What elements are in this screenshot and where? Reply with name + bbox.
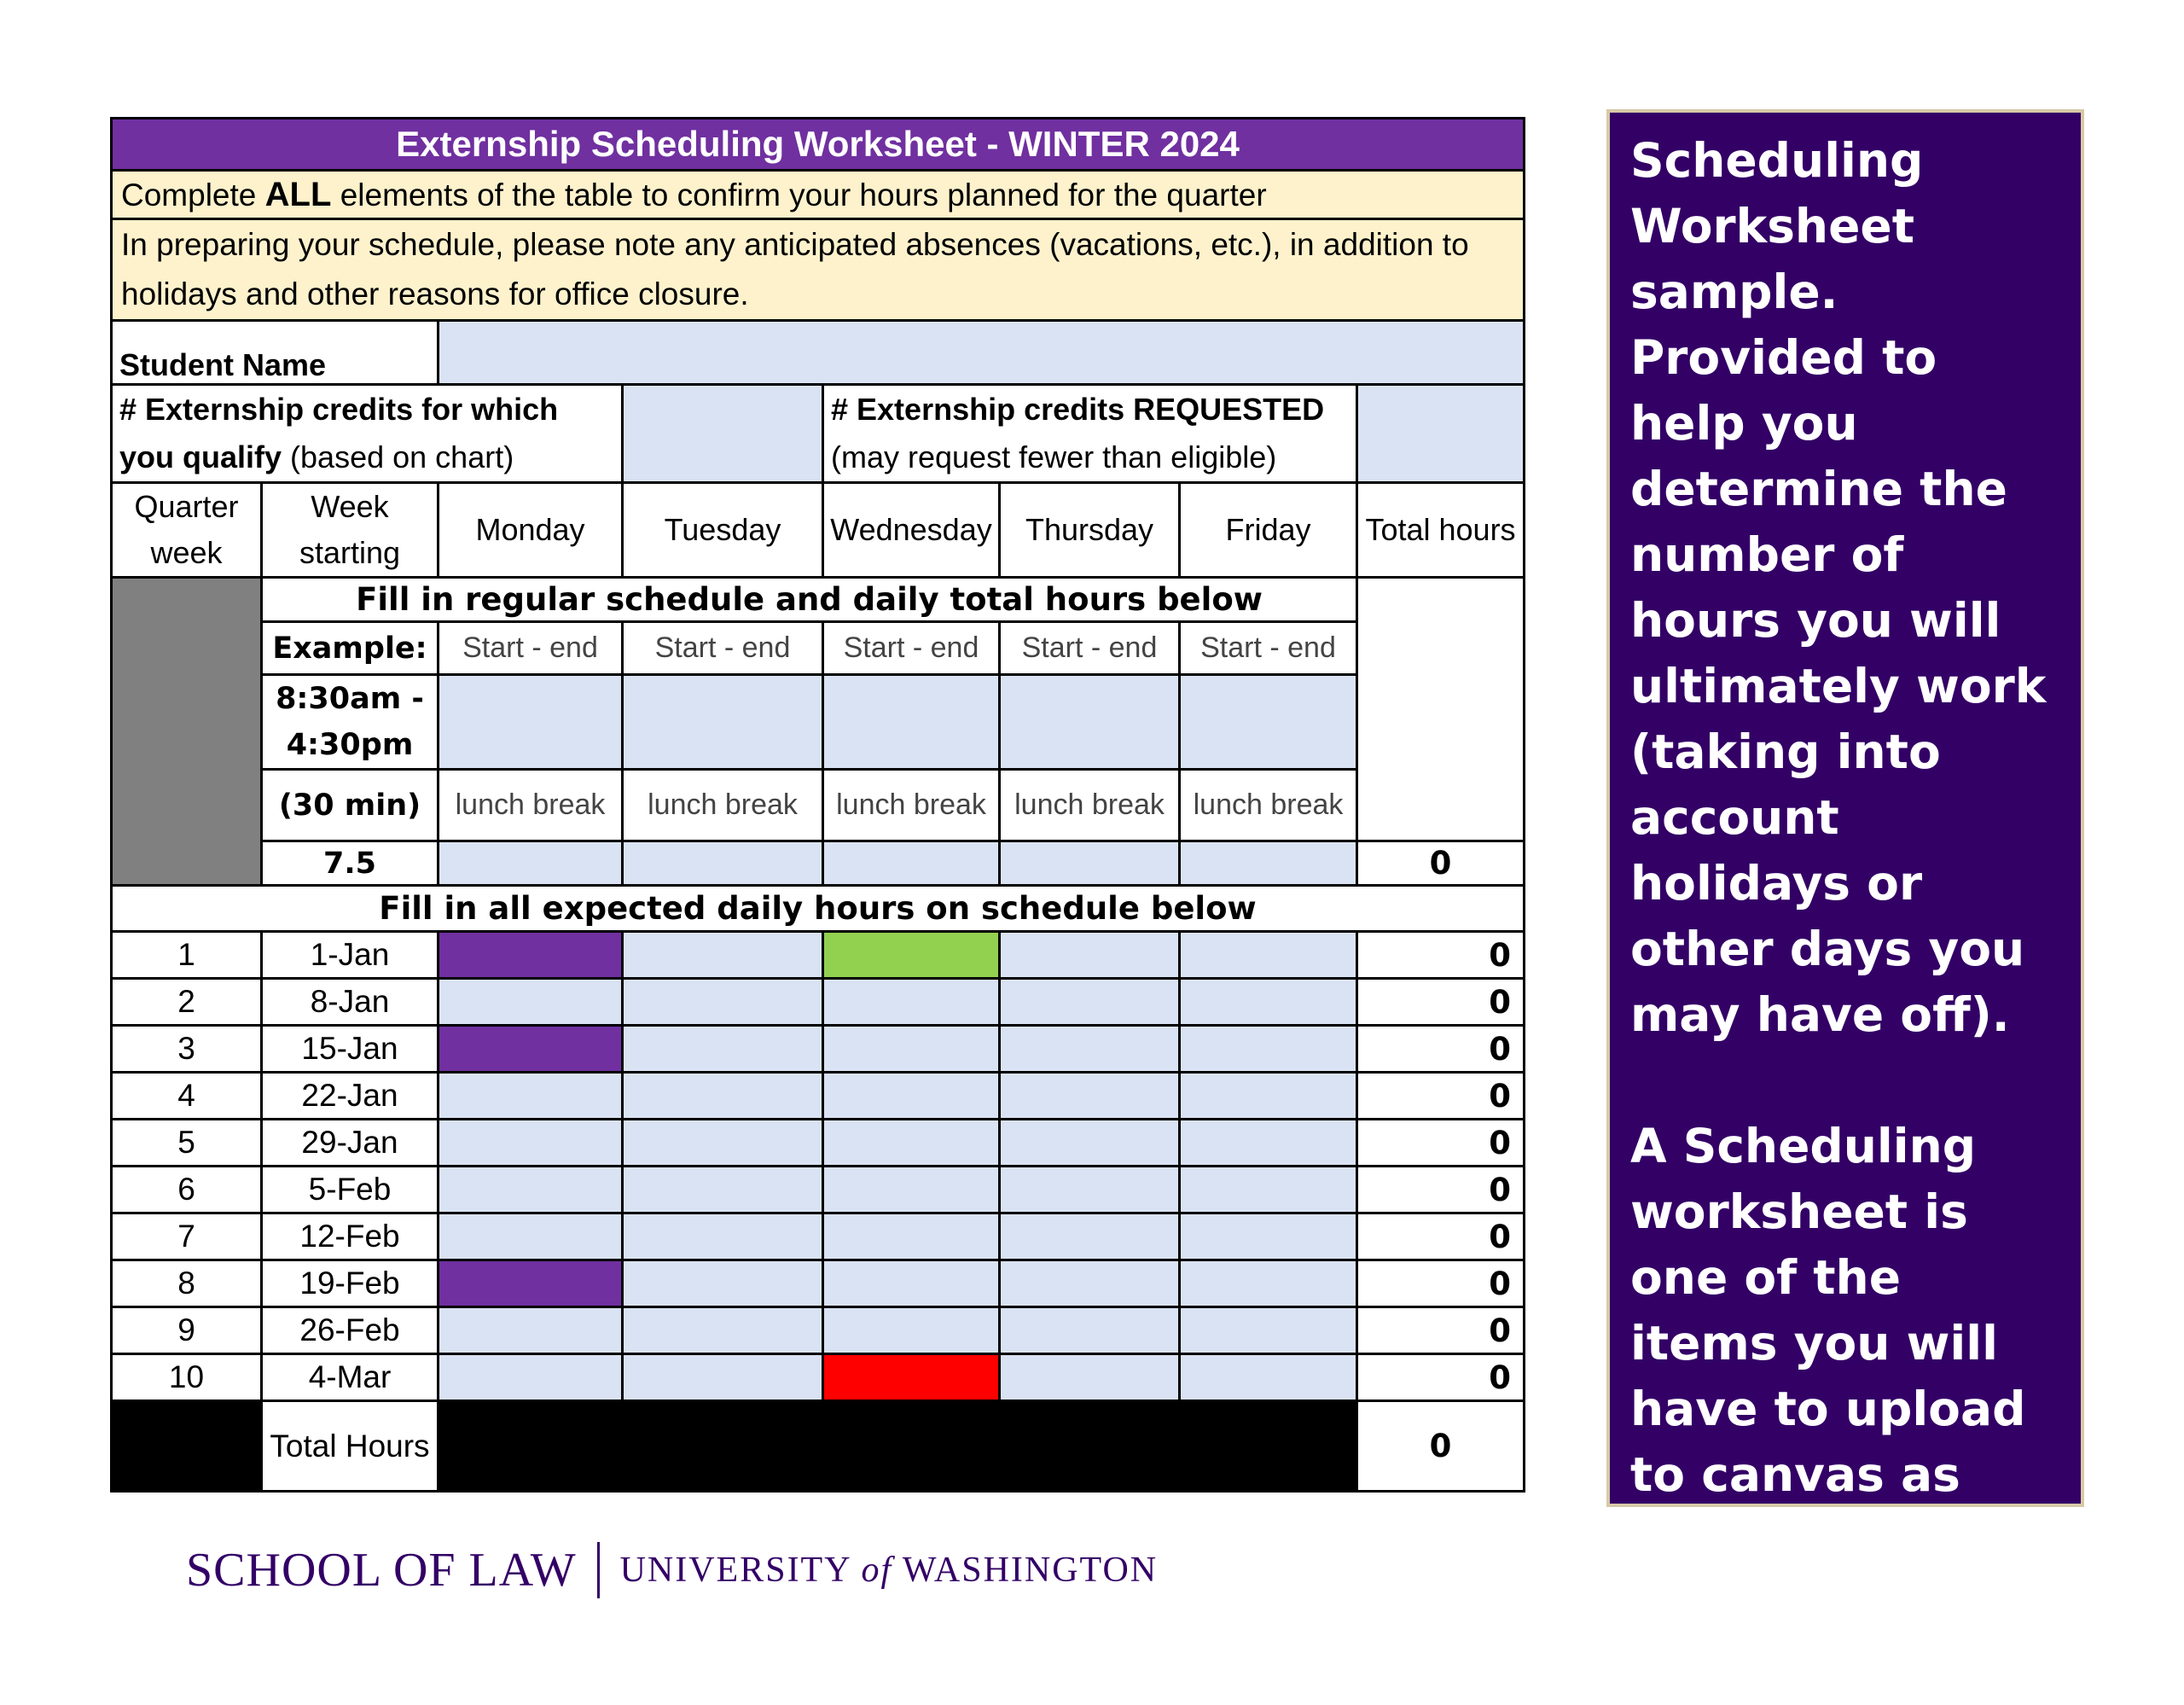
thursday-hours-cell[interactable] (1000, 1307, 1180, 1354)
example-tuesday-start-end: Start - end (623, 622, 823, 675)
monday-hours-cell[interactable] (439, 1354, 623, 1401)
monday-hours-cell[interactable] (439, 979, 623, 1026)
week-start-cell: 15-Jan (262, 1026, 439, 1073)
credits-qualify-note: (based on chart) (290, 439, 514, 474)
wednesday-hours-cell[interactable] (823, 1354, 1000, 1401)
week-total-cell: 0 (1357, 1354, 1525, 1401)
friday-hours-cell[interactable] (1180, 1260, 1357, 1307)
week-row (112, 1167, 1525, 1213)
worksheet-title: Externship Scheduling Worksheet - WINTER 2024 (112, 119, 1525, 171)
wednesday-hours-cell[interactable] (823, 1120, 1000, 1167)
regular-total: 0 (1357, 841, 1525, 886)
regular-friday-time[interactable] (1180, 675, 1357, 770)
lunch-break-friday: lunch break (1180, 770, 1357, 841)
col-week-starting: Week starting (262, 483, 439, 578)
friday-hours-cell[interactable] (1180, 1213, 1357, 1260)
quarter-week-cell: 1 (112, 932, 262, 979)
col-monday: Monday (439, 483, 623, 578)
week-row (112, 1260, 1525, 1307)
student-name-label: Student Name (112, 321, 439, 385)
quarter-week-cell: 10 (112, 1354, 262, 1401)
monday-hours-cell[interactable] (439, 1307, 623, 1354)
week-start-cell: 5-Feb (262, 1167, 439, 1213)
tuesday-hours-cell[interactable] (623, 1354, 823, 1401)
thursday-hours-cell[interactable] (1000, 1167, 1180, 1213)
week-start-cell: 29-Jan (262, 1120, 439, 1167)
col-tuesday: Tuesday (623, 483, 823, 578)
week-start-cell: 26-Feb (262, 1307, 439, 1354)
col-quarter-week: Quarter week (112, 483, 262, 578)
week-total-cell: 0 (1357, 1307, 1525, 1354)
instruction-post: elements of the table to confirm your hours planned for the quarter (340, 177, 1267, 212)
wednesday-hours-cell[interactable] (823, 1167, 1000, 1213)
regular-thursday-hours[interactable] (1000, 841, 1180, 886)
credits-qualify-input[interactable] (623, 385, 823, 483)
example-friday-start-end: Start - end (1180, 622, 1357, 675)
credits-requested-label (823, 385, 1357, 483)
week-start-cell: 4-Mar (262, 1354, 439, 1401)
friday-hours-cell[interactable] (1180, 1167, 1357, 1213)
grey-filler (112, 578, 262, 886)
quarter-week-cell: 2 (112, 979, 262, 1026)
example-thursday-start-end: Start - end (1000, 622, 1180, 675)
wednesday-hours-cell[interactable] (823, 1026, 1000, 1073)
monday-hours-cell[interactable] (439, 1213, 623, 1260)
friday-hours-cell[interactable] (1180, 1120, 1357, 1167)
instruction-pre: Complete (121, 177, 257, 212)
regular-monday-hours[interactable] (439, 841, 623, 886)
week-row (112, 1120, 1525, 1167)
week-total-cell: 0 (1357, 1213, 1525, 1260)
instruction-line-1 (112, 171, 1525, 219)
thursday-hours-cell[interactable] (1000, 1354, 1180, 1401)
sidebar-paragraph-1: Scheduling Worksheet sample. Provided to help you determine the number of hours you will ultimately work (taking into account holidays or other days you may have off). (1630, 133, 2047, 1042)
scheduling-worksheet-table (110, 117, 1525, 1493)
week-row (112, 1026, 1525, 1073)
example-break: (30 min) (262, 770, 439, 841)
school-of-law: SCHOOL OF LAW (186, 1544, 577, 1597)
quarter-week-cell: 6 (112, 1167, 262, 1213)
week-total-cell: 0 (1357, 1260, 1525, 1307)
lunch-break-tuesday: lunch break (623, 770, 823, 841)
credits-requested-text: # Externship credits REQUESTED (831, 392, 1325, 427)
example-label: Example: (262, 622, 439, 675)
week-total-cell: 0 (1357, 1120, 1525, 1167)
friday-hours-cell[interactable] (1180, 1307, 1357, 1354)
footer-logo (186, 1540, 1158, 1600)
total-row-black-middle (439, 1401, 1357, 1492)
friday-hours-cell[interactable] (1180, 979, 1357, 1026)
thursday-hours-cell[interactable] (1000, 979, 1180, 1026)
credits-qualify-text: # Externship credits for which you qualify (119, 392, 559, 474)
thursday-hours-cell[interactable] (1000, 1213, 1180, 1260)
week-row (112, 1213, 1525, 1260)
monday-hours-cell[interactable] (439, 1260, 623, 1307)
wednesday-hours-cell[interactable] (823, 979, 1000, 1026)
regular-monday-time[interactable] (439, 675, 623, 770)
credits-requested-input[interactable] (1357, 385, 1525, 483)
week-row (112, 932, 1525, 979)
tuesday-hours-cell[interactable] (623, 1167, 823, 1213)
week-start-cell: 1-Jan (262, 932, 439, 979)
wednesday-hours-cell[interactable] (823, 1260, 1000, 1307)
friday-hours-cell[interactable] (1180, 1354, 1357, 1401)
thursday-hours-cell[interactable] (1000, 1026, 1180, 1073)
tuesday-hours-cell[interactable] (623, 1073, 823, 1120)
quarter-week-cell: 7 (112, 1213, 262, 1260)
tuesday-hours-cell[interactable] (623, 1307, 823, 1354)
lunch-break-thursday: lunch break (1000, 770, 1180, 841)
week-total-cell: 0 (1357, 1167, 1525, 1213)
lunch-break-wednesday: lunch break (823, 770, 1000, 841)
friday-hours-cell[interactable] (1180, 1073, 1357, 1120)
info-sidebar (1606, 109, 2084, 1699)
example-wednesday-start-end: Start - end (823, 622, 1000, 675)
instruction-line-2: In preparing your schedule, please note any anticipated absences (vacations, etc.), in addition to holidays and other reasons for office closure. (112, 219, 1525, 321)
regular-schedule-header: Fill in regular schedule and daily total hours below (262, 578, 1357, 622)
monday-hours-cell[interactable] (439, 932, 623, 979)
monday-hours-cell[interactable] (439, 1026, 623, 1073)
university-post: WASHINGTON (902, 1551, 1159, 1590)
wednesday-hours-cell[interactable] (823, 1213, 1000, 1260)
week-total-cell: 0 (1357, 1073, 1525, 1120)
week-start-cell: 12-Feb (262, 1213, 439, 1260)
regular-wednesday-time[interactable] (823, 675, 1000, 770)
credits-qualify-label (112, 385, 623, 483)
university-pre: UNIVERSITY (619, 1551, 851, 1590)
student-name-input[interactable] (439, 321, 1525, 385)
credits-requested-note: (may request fewer than eligible) (831, 439, 1277, 474)
monday-hours-cell[interactable] (439, 1120, 623, 1167)
monday-hours-cell[interactable] (439, 1073, 623, 1120)
total-row-black-left (112, 1401, 262, 1492)
col-total-hours: Total hours (1357, 483, 1525, 578)
quarter-week-cell: 8 (112, 1260, 262, 1307)
thursday-hours-cell[interactable] (1000, 1260, 1180, 1307)
week-row (112, 979, 1525, 1026)
regular-friday-hours[interactable] (1180, 841, 1357, 886)
week-start-cell: 19-Feb (262, 1260, 439, 1307)
thursday-hours-cell[interactable] (1000, 1120, 1180, 1167)
regular-tuesday-hours[interactable] (623, 841, 823, 886)
university-name (620, 1550, 1159, 1591)
week-total-cell: 0 (1357, 979, 1525, 1026)
expected-hours-header: Fill in all expected daily hours on schedule below (112, 886, 1525, 932)
wednesday-hours-cell[interactable] (823, 1073, 1000, 1120)
example-hours: 7.5 (262, 841, 439, 886)
regular-total-spacer (1357, 578, 1525, 841)
tuesday-hours-cell[interactable] (623, 1260, 823, 1307)
example-monday-start-end: Start - end (439, 622, 623, 675)
lunch-break-monday: lunch break (439, 770, 623, 841)
tuesday-hours-cell[interactable] (623, 1213, 823, 1260)
week-total-cell: 0 (1357, 1026, 1525, 1073)
col-thursday: Thursday (1000, 483, 1180, 578)
week-total-cell: 0 (1357, 932, 1525, 979)
university-of: of (861, 1551, 893, 1590)
quarter-week-cell: 9 (112, 1307, 262, 1354)
col-friday: Friday (1180, 483, 1357, 578)
wednesday-hours-cell[interactable] (823, 932, 1000, 979)
week-start-cell: 22-Jan (262, 1073, 439, 1120)
regular-thursday-time[interactable] (1000, 675, 1180, 770)
week-row (112, 1354, 1525, 1401)
tuesday-hours-cell[interactable] (623, 932, 823, 979)
sidebar-paragraph-2: A Scheduling worksheet is one of the items you will have to upload to canvas as part of the registration process. (1630, 1119, 2026, 1699)
grand-total: 0 (1357, 1401, 1525, 1492)
footer-divider (597, 1542, 600, 1598)
quarter-week-cell: 3 (112, 1026, 262, 1073)
thursday-hours-cell[interactable] (1000, 1073, 1180, 1120)
instruction-bold: ALL (264, 175, 332, 213)
wednesday-hours-cell[interactable] (823, 1307, 1000, 1354)
thursday-hours-cell[interactable] (1000, 932, 1180, 979)
friday-hours-cell[interactable] (1180, 1026, 1357, 1073)
quarter-week-cell: 4 (112, 1073, 262, 1120)
tuesday-hours-cell[interactable] (623, 1026, 823, 1073)
example-time: 8:30am - 4:30pm (262, 675, 439, 770)
quarter-week-cell: 5 (112, 1120, 262, 1167)
col-wednesday: Wednesday (823, 483, 1000, 578)
tuesday-hours-cell[interactable] (623, 1120, 823, 1167)
week-row (112, 1307, 1525, 1354)
regular-wednesday-hours[interactable] (823, 841, 1000, 886)
total-hours-label: Total Hours (262, 1401, 439, 1492)
week-start-cell: 8-Jan (262, 979, 439, 1026)
monday-hours-cell[interactable] (439, 1167, 623, 1213)
friday-hours-cell[interactable] (1180, 932, 1357, 979)
week-row (112, 1073, 1525, 1120)
regular-tuesday-time[interactable] (623, 675, 823, 770)
tuesday-hours-cell[interactable] (623, 979, 823, 1026)
